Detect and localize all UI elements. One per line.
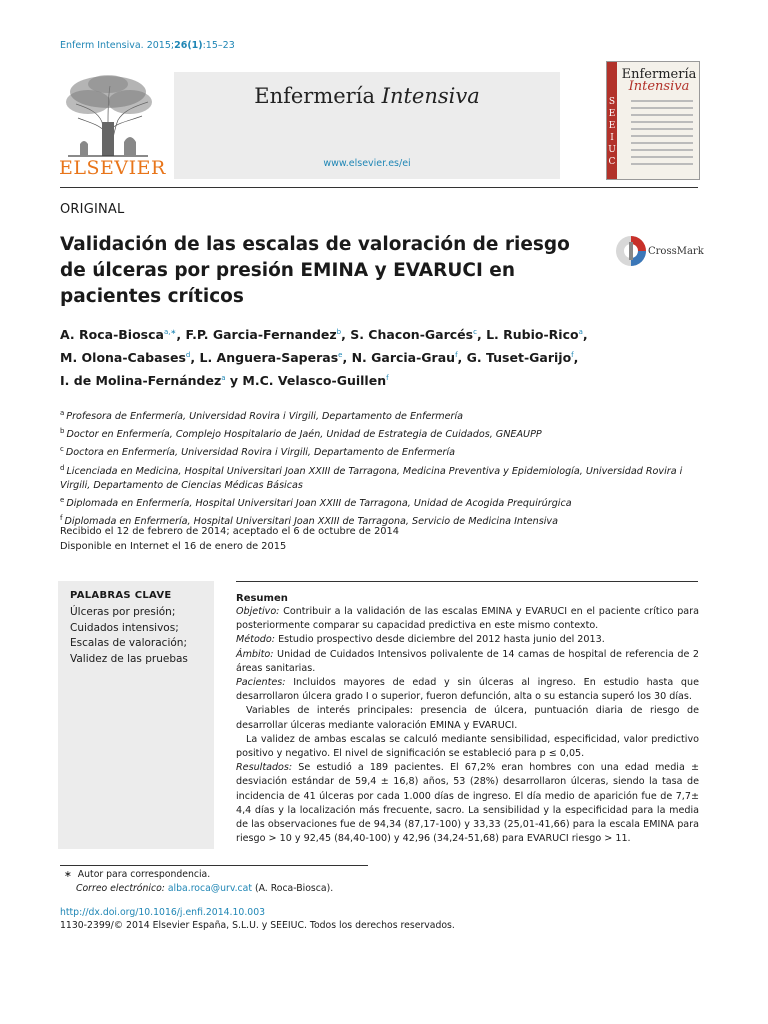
author-separator: , [476,327,487,343]
journal-name-regular: Enfermería [254,84,375,108]
affiliation-key: c [60,445,64,454]
author-separator: , [457,350,467,366]
objective-text: Contribuir a la validación de las escalas EMINA y EVARUCI en el paciente crítico para posteriormente comparar su capacidad predictiva en este mismo contexto. [236,606,699,632]
scope-text: Unidad de Cuidados Intensivos polivalente de 14 camas de hospital de referencia de 2 áreas sanitarias. [236,648,699,674]
cover-side-text [608,96,616,168]
cover-title-line1: Enfermería [621,67,697,82]
affiliation-text: Diplomada en Enfermería, Hospital Universitari Joan XXIII de Tarragona, Servicio de Medicina Intensiva [64,516,558,528]
author-separator: , [342,350,352,366]
author-name: N. Garcia-Grau [351,350,456,366]
author-name: L. Anguera-Saperas [199,350,339,366]
cover-side-letter: C [608,157,616,167]
article-dates [60,525,660,554]
abstract-method [236,633,699,647]
journal-website-link[interactable]: www.elsevier.es/ei [323,158,411,169]
affiliation-key: e [60,495,65,504]
author-affiliation-mark[interactable]: f [455,351,458,360]
affiliation-key: f [60,513,63,522]
affiliation-text: Licenciada en Medicina, Hospital Universitari Joan XXIII de Tarragona, Medicina Preventiva y Epidemiología, Universidad Rovira i Virgili, Departamento de Ciencias Médicas Básicas [60,465,683,491]
citation-volume: 26(1) [174,40,203,51]
author-name: M.C. Velasco-Guillen [242,373,387,389]
affiliation-text: Doctor en Enfermería, Complejo Hospitalario de Jaén, Unidad de Estrategia de Cuidados, GNEAUPP [66,429,542,441]
affiliation-item [60,493,710,511]
affiliation-key: b [60,427,65,436]
author-name: G. Tuset-Garijo [466,350,572,366]
elsevier-wordmark: ELSEVIER [59,157,166,179]
author-affiliation-mark[interactable]: f [386,374,389,383]
cover-toc-lines [631,100,693,170]
author-separator: , [176,327,186,343]
citation-pages: :15–23 [202,40,235,51]
email-label: Correo electrónico: [76,883,165,894]
doi-link[interactable]: http://dx.doi.org/10.1016/j.enfi.2014.10.003 [60,907,266,918]
affiliation-list [60,406,710,529]
author-name: I. de Molina-Fernández [60,373,222,389]
header-rule [60,187,698,188]
footnote-mark: ∗ [64,869,72,880]
cover-side-letter: S [608,97,616,107]
abstract-rule [236,581,698,582]
email-owner: (A. Roca-Biosca). [254,883,334,894]
citation-prefix: Enferm Intensiva. 2015; [60,40,175,51]
online-date: Disponible en Internet el 16 de enero de 2015 [60,540,287,552]
cover-title-line2: Intensiva [628,79,690,94]
affiliation-key: a [60,409,65,417]
author-affiliation-mark[interactable]: a,∗ [163,328,177,336]
abstract-objective [236,605,699,633]
copyright-notice: 1130-2399/© 2014 Elsevier España, S.L.U. y SEEIUC. Todos los derechos reservados. [60,920,455,931]
received-accepted-date: Recibido el 12 de febrero de 2014; aceptado el 6 de octubre de 2014 [60,526,400,537]
affiliation-item [60,406,710,424]
affiliation-item [60,461,710,493]
scope-label: Ámbito: [236,648,274,660]
author-separator: , [341,327,351,343]
author-name: L. Rubio-Rico [486,327,579,343]
author-name: A. Roca-Biosca [60,327,164,343]
keywords-heading: PALABRAS CLAVE [70,590,172,601]
cover-side-letter: E [608,109,616,119]
author-affiliation-mark[interactable]: d [185,351,191,360]
author-affiliation-mark[interactable]: a [221,374,226,383]
keyword-item: Escalas de valoración; [70,637,187,649]
cover-side-letter: U [608,145,616,155]
author-name: S. Chacon-Garcés [350,327,474,343]
footnote-rule [60,865,368,866]
correspondence-footnote [60,868,460,896]
author-name: F.P. Garcia-Fernandez [185,327,337,343]
author-separator: , [190,350,200,366]
author-name: M. Olona-Cabases [60,350,186,366]
correspondence-note: Autor para correspondencia. [77,869,211,880]
affiliation-item [60,442,710,460]
results-text: Se estudió a 189 pacientes. El 67,2% eran hombres con una edad media ± desviación estándar de 59,4 ± 16,8) años, 53 (28%) desarrollaron úlceras, siendo la tasa de incidencia de 41 úlceras por cada 1.000 días de ingreso. El día medio de aparición fue de 7,7± 4,4 días y la localización más frecuente, sacro. La sensibilidad y la especificidad para la media de las observaciones fue de 94,34 (87,17-100) y 33,33 (25,01-41,66) para la escala EMINA para riesgo > 10 y 92,45 (84,40-100) y 42,96 (34,24-51,68) para EVARUCI riesgo > 11. [236,762,699,845]
journal-name [174,84,560,108]
keyword-item: Validez de las pruebas [70,652,188,665]
abstract-validity: La validez de ambas escalas se calculó mediante sensibilidad, especificidad, valor predictivo positivo y negativo. El nivel de significación se estableció para p ≤ 0,05. [236,733,699,760]
keywords-list [70,605,188,667]
crossmark-label: CrossMark [648,246,704,257]
affiliation-text: Diplomada en Enfermería, Hospital Universitari Joan XXIII de Tarragona, Unidad de Acogida Prequirúrgica [66,497,572,509]
objective-label: Objetivo: [236,606,280,617]
patients-text: Incluidos mayores de edad y sin úlceras al ingreso. En estudio hasta que desarrollaron úlcera grado I o superior, fueron defunción, alta o su estancia superó los 30 días. [236,677,699,703]
crossmark-icon [614,234,648,268]
author-affiliation-mark[interactable]: c [473,328,477,336]
abstract-body [236,605,699,846]
patients-label: Pacientes: [236,677,286,689]
author-list [60,322,700,391]
affiliation-item [60,424,710,442]
email-link[interactable]: alba.roca@urv.cat [167,883,253,894]
method-text: Estudio prospectivo desde diciembre del 2012 hasta junio del 2013. [275,634,605,646]
author-affiliation-mark[interactable]: f [571,351,574,360]
keyword-item: Cuidados intensivos; [70,621,179,634]
author-affiliation-mark[interactable]: e [338,351,343,360]
author-separator: , [573,350,579,366]
journal-name-italic: Intensiva [381,84,480,108]
cover-side-letter: I [610,133,614,143]
article-title: Validación de las escalas de valoración de riesgo de úlceras por presión EMINA y EVARUCI en pacientes críticos [60,234,570,307]
journal-citation [60,40,235,51]
keyword-item: Úlceras por presión; [70,606,176,618]
affiliation-text: Doctora en Enfermería, Universidad Rovira i Virgili, Departamento de Enfermería [65,447,456,459]
affiliation-key: d [60,463,65,472]
affiliation-text: Profesora de Enfermería, Universidad Rovira i Virgili, Departamento de Enfermería [66,411,464,423]
author-affiliation-mark[interactable]: b [336,328,342,336]
journal-cover-thumbnail [606,61,700,180]
abstract-patients [236,676,699,704]
author-separator: , [582,327,588,343]
abstract-results [236,761,699,846]
author-affiliation-mark[interactable]: a [578,328,583,336]
method-label: Método: [236,634,276,646]
abstract-variables: Variables de interés principales: presencia de úlcera, puntuación diaria de riesgo de desarrollar úlceras mediante valoración EMINA y EVARUCI. [236,705,699,731]
article-section: ORIGINAL [60,202,125,217]
cover-side-letter: E [608,121,616,131]
results-label: Resultados: [236,762,293,774]
abstract-heading: Resumen [236,593,288,604]
abstract-scope [236,648,699,676]
author-separator: y [225,373,243,389]
